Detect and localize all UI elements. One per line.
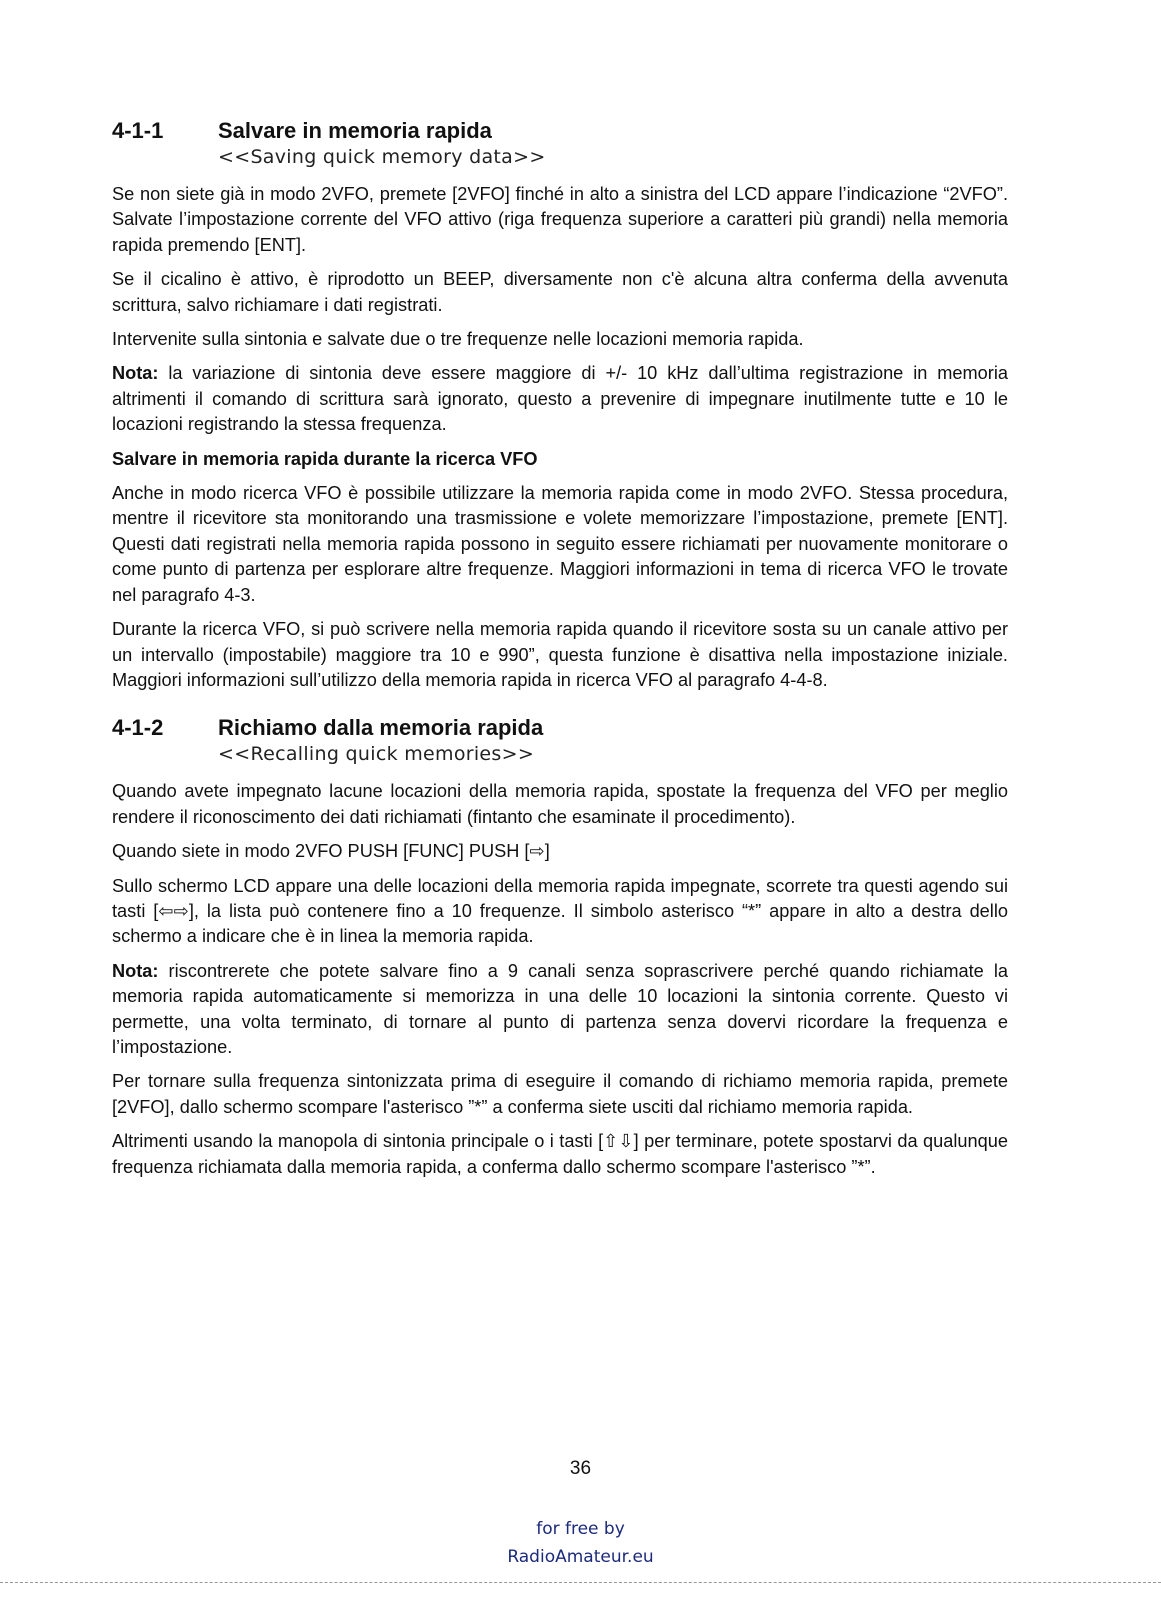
footer-line-1: for free by <box>536 1519 625 1539</box>
section-heading <box>112 715 1008 741</box>
paragraph: Quando siete in modo 2VFO PUSH [FUNC] PUSH [⇨] <box>112 841 550 862</box>
paragraph: Altrimenti usando la manopola di sintonia principale o i tasti [⇧⇩] per terminare, potete spostarvi da qualunque frequenza richiamata dalla memoria rapida, a conferma dallo schermo scompare l'asterisco ”*”. <box>112 1131 1008 1177</box>
note-paragraph: Nota: la variazione di sintonia deve essere maggiore di +/- 10 kHz dall’ultima registrazione in memoria altrimenti il comando di scrittura sarà ignorato, questo a prevenire di impegnare inutilmente tutte e 10 le locazioni registrando la stessa frequenza. <box>112 363 1008 435</box>
note-paragraph: Nota: riscontrerete che potete salvare fino a 9 canali senza soprascrivere perché quando richiamate la memoria rapida automaticamente si memorizza in una delle 10 locazioni la sintonia corrente. Questo vi permette, una volta terminato, di tornare al punto di partenza senza dovervi ricordare la frequenza e l’impostazione. <box>112 960 1008 1057</box>
footer-link[interactable]: RadioAmateur.eu <box>507 1547 654 1567</box>
paragraph: Per tornare sulla frequenza sintonizzata prima di eseguire il comando di richiamo memoria rapida, premete [2VFO], dallo schermo scompare l'asterisco ”*” a conferma siete usciti dal richiamo memoria rapida. <box>112 1071 1008 1117</box>
paragraph: Se il cicalino è attivo, è riprodotto un BEEP, diversamente non c'è alcuna altra conferma della avvenuta scrittura, salvo richiamare i dati registrati. <box>112 269 1008 315</box>
section-subtitle: <<Saving quick memory data>> <box>218 146 546 168</box>
paragraph: Sullo schermo LCD appare una delle locazioni della memoria rapida impegnate, scorrete tra questi agendo sui tasti [⇦⇨], la lista può contenere fino a 10 frequenze. Il simbolo asterisco “*” appare in alto a destra dello schermo a indicare che è in linea la memoria rapida. <box>112 875 1008 947</box>
section-heading <box>112 118 1008 144</box>
section-title: Salvare in memoria rapida <box>218 118 492 143</box>
scan-edge-divider <box>0 1582 1161 1583</box>
section-subtitle: <<Recalling quick memories>> <box>218 743 535 766</box>
note-label: Nota: <box>112 363 159 384</box>
section-number: 4-1-1 <box>112 118 164 143</box>
page-number: 36 <box>569 1458 592 1479</box>
paragraph: Intervenite sulla sintonia e salvate due o tre frequenze nelle locazioni memoria rapida. <box>112 329 804 350</box>
page-content <box>112 118 1008 1180</box>
section-title: Richiamo dalla memoria rapida <box>218 715 544 741</box>
paragraph: Se non siete già in modo 2VFO, premete [2VFO] finché in alto a sinistra del LCD appare l’indicazione “2VFO”. Salvate l’impostazione corrente del VFO attivo (riga frequenza superiore a caratteri più grandi) nella memoria rapida premendo [ENT]. <box>112 184 1008 255</box>
paragraph: Anche in modo ricerca VFO è possibile utilizzare la memoria rapida come in modo 2VFO. Stessa procedura, mentre il ricevitore sta monitorando una trasmissione e volete memorizzare l’impostazione, premete [ENT]. Questi dati registrati nella memoria rapida possono in seguito essere richiamati per nuovamente monitorare o come punto di partenza per esplorare altre frequenze. Maggiori informazioni in tema di ricerca VFO le trovate nel paragrafo 4-3. <box>112 483 1008 605</box>
section-4-1-1 <box>112 118 1008 693</box>
note-label: Nota: <box>112 960 159 981</box>
section-number: 4-1-2 <box>112 715 164 741</box>
section-4-1-2 <box>112 715 1008 1180</box>
paragraph: Quando avete impegnato lacune locazioni della memoria rapida, spostate la frequenza del VFO per meglio rendere il riconoscimento dei dati richiamati (fintanto che esaminate il procedimento). <box>112 781 1008 827</box>
footer <box>0 1515 1161 1571</box>
paragraph: Durante la ricerca VFO, si può scrivere nella memoria rapida quando il ricevitore sosta su un canale attivo per un intervallo (impostabile) maggiore tra 10 e 990”, questa funzione è disattiva nella impostazione iniziale. Maggiori informazioni sull’utilizzo della memoria rapida in ricerca VFO al paragrafo 4-4-8. <box>112 619 1008 690</box>
subheading: Salvare in memoria rapida durante la ricerca VFO <box>112 448 538 469</box>
